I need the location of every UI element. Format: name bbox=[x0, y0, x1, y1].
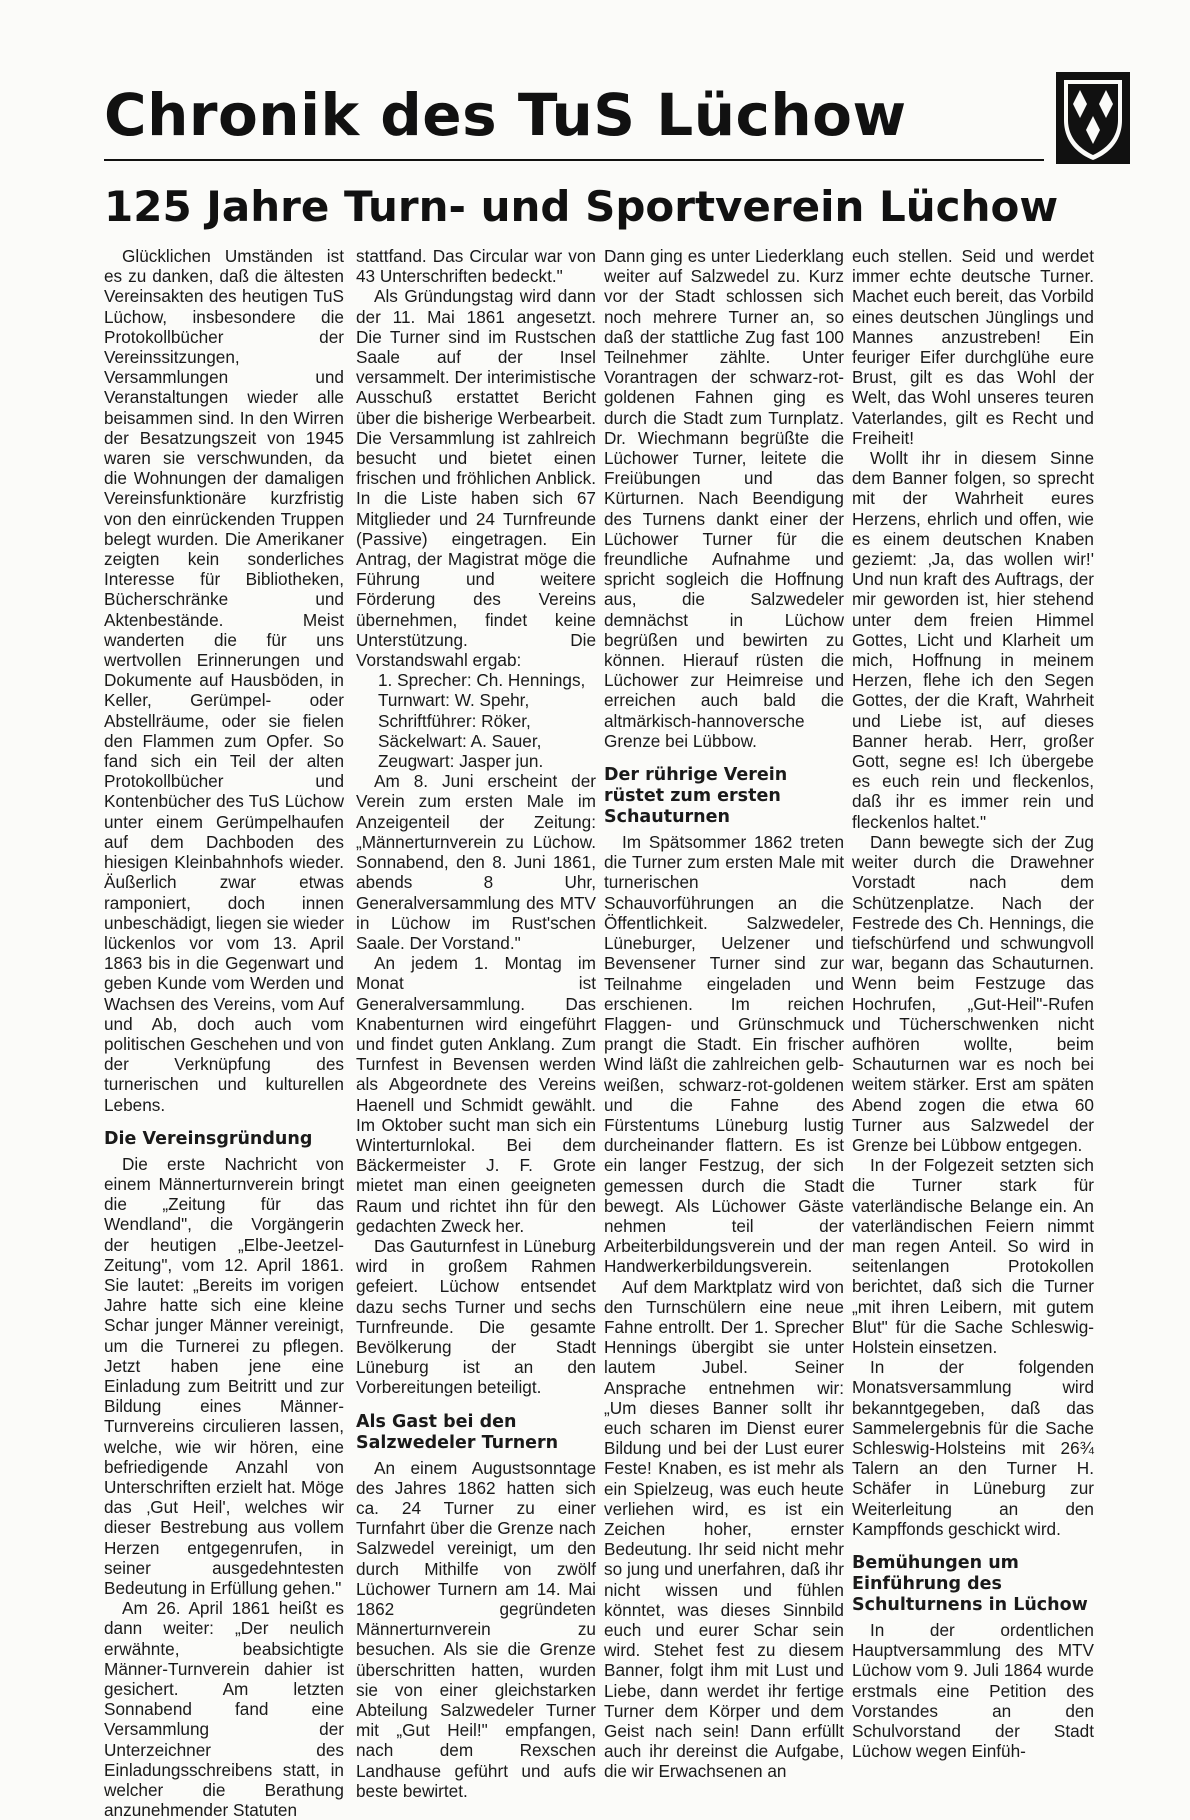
section-heading: Als Gast bei den Salzwedeler Turnern bbox=[356, 1411, 559, 1453]
section-heading: Der rührige Verein rüstet zum ersten Schauturnen bbox=[604, 765, 788, 828]
paragraph: Das Gauturnfest in Lüneburg wird in großem Rahmen gefeiert. Lüchow entsendet dazu sechs Turner und sechs Turnfreunde. Die gesamte Bevölkerung der Stadt Lüneburg ist an den Vorbereitungen beteiligt. bbox=[356, 1235, 596, 1398]
text-column-3 bbox=[604, 246, 844, 1782]
paragraph: Am 26. April 1861 heißt es dann weiter: „Der neulich erwähnte, beabsichtigte Männer-Turnverein dahier ist gesichert. Am letzten Sonnabend fand eine Versammlung der Unterzeichner des Einladungsschreibens statt, in welcher die Berathung anzunehmender Statuten bbox=[104, 1598, 344, 1820]
page-subtitle: 125 Jahre Turn- und Sportverein Lüchow bbox=[104, 182, 1059, 231]
paragraph: Glücklichen Umständen ist es zu danken, daß die ältesten Vereinsakten des heutigen TuS Lüchow, insbesondere die Protokollbücher der Vereinssitzungen, Versammlungen und Veranstaltungen wieder alle beisammen sind. In den Wirren der Besatzungszeit von 1945 waren sie verschwunden, da die Wohnungen der damaligen Vereinsfunktionäre kurzfristig von den einrückenden Truppen belegt wurden. Die Amerikaner zeigten kein sonderliches Interesse für Bibliotheken, Bücherschränke und Aktenbestände. Meist wanderten die für uns wertvollen Erinnerungen und Dokumente auf Hausböden, in Keller, Gerümpel- oder Abstellräume, oder sie fielen den Flammen zum Opfer. So fand sich ein Teil der alten Protokollbücher und Kontenbücher des TuS Lüchow unter einem Gerümpelhaufen auf dem Dachboden des hiesigen Kleinbahnhofs wieder. Äußerlich zwar etwas ramponiert, doch innen unbeschädigt, liegen sie wieder lückenlos vor vom 13. April 1863 bis in die Gegenwart und geben Kunde vom Werden und Wachsen des Vereins, vom Auf und Ab, doch auch vom politischen Geschehen und von der Verknüpfung des turnerischen und kulturellen Lebens. bbox=[104, 246, 344, 1115]
list-item: Turnwart: W. Spehr, bbox=[378, 690, 530, 711]
paragraph: Wollt ihr in diesem Sinne dem Banner folgen, so sprecht mit der Wahrheit eures Herzens, ehrlich und offen, wie es einem deutschen Knaben geziemt: ‚Ja, das wollen wir!' Und nun kraft des Auftrags, der mir geworden ist, hier stehend unter dem freien Himmel Gottes, Licht und Klarheit um mich, Hoffnung in meinem Herzen, flehe ich den Segen Gottes, der die Kraft, Wahrheit und Liebe ist, auf dieses Banner herab. Herr, großer Gott, segne es! Ich übergebe es euch rein und fleckenlos, daß ihr es immer rein und fleckenlos haltet." bbox=[852, 448, 1094, 832]
paragraph: An jedem 1. Montag im Monat ist Generalversammlung. Das Knabenturnen wird eingeführt und findet guten Anklang. Zum Turnfest in Bevensen werden als Abgeordnete des Vereins Haenell und Schmidt gewählt. Im Oktober sucht man sich ein Winterturnlokal. Bei dem Bäckermeister J. F. Grote mietet man einen geeigneten Raum und richtet ihn für den gedachten Zweck her. bbox=[356, 953, 596, 1236]
coat-of-arms-icon bbox=[1056, 72, 1130, 164]
paragraph: Am 8. Juni erscheint der Verein zum ersten Male im Anzeigenteil der Zeitung: „Männerturnverein zu Lüchow. Sonnabend, den 8. Juni 1861, abends 8 Uhr, Generalversammlung des MTV in Lüchow im Rust'schen Saale. Der Vorstand." bbox=[356, 771, 596, 953]
list-item: Schriftführer: Röker, bbox=[378, 710, 531, 731]
text-column-4 bbox=[852, 246, 1094, 1762]
page-title: Chronik des TuS Lüchow bbox=[104, 81, 907, 149]
paragraph: stattfand. Das Circular war von 43 Unterschriften bedeckt." bbox=[356, 246, 596, 287]
paragraph: euch stellen. Seid und werdet immer echte deutsche Turner. Machet euch bereit, das Vorbild eines deutschen Jünglings und Mannes anzustreben! Ein feuriger Eifer durchglühe eure Brust, gilt es das Wohl der Welt, das Wohl unseres teuren Vaterlandes, gilt es Recht und Freiheit! bbox=[852, 246, 1094, 448]
text-column-1 bbox=[104, 246, 344, 1820]
list-item: Zeugwart: Jasper jun. bbox=[378, 751, 544, 772]
paragraph: Dann bewegte sich der Zug weiter durch die Drawehner Vorstadt nach dem Schützenplatze. Nach der Festrede des Ch. Hennings, die tiefschürfend und schwungvoll war, begann das Schauturnen. Wenn beim Festzuge das Hochrufen, „Gut-Heil"-Rufen und Tücherschwenken nicht aufhören wollte, beim Schauturnen war es noch bei weitem stärker. Erst am späten Abend zogen die etwa 60 Turner aus Salzwedel der Grenze bei Lübbow entgegen. bbox=[852, 831, 1094, 1155]
list-item: 1. Sprecher: Ch. Hennings, bbox=[378, 670, 586, 691]
section-heading: Die Vereinsgründung bbox=[104, 1128, 313, 1149]
list-item: Säckelwart: A. Sauer, bbox=[378, 730, 542, 751]
text-column-2 bbox=[356, 246, 596, 1801]
paragraph: Dann ging es unter Liederklang weiter auf Salzwedel zu. Kurz vor der Stadt schlossen sich noch mehrere Turner an, so daß der stattliche Zug fast 100 Teilnehmer zählte. Unter Vorantragen der schwarz-rot-goldenen Fahnen ging es durch die Stadt zum Turnplatz. Dr. Wiechmann begrüßte die Lüchower Turner, leitete die Freiübungen und das Kürturnen. Nach Beendigung des Turnens dankt einer der Lüchower Turner für die freundliche Aufnahme und spricht sogleich die Hoffnung aus, die Salzwedeler demnächst in Lüchow begrüßen und bewirten zu können. Hierauf rüsten die Lüchower zur Heimreise und erreichen auch bald die altmärkisch-hannoversche Grenze bei Lübbow. bbox=[604, 246, 844, 751]
paragraph: Als Gründungstag wird dann der 11. Mai 1861 angesetzt. Die Turner sind im Rustschen Saale auf der Insel versammelt. Der interimistische Ausschuß erstattet Bericht über die bisherige Werbearbeit. Die Versammlung ist zahlreich besucht und bietet einen frischen und fröhlichen Anblick. In die Liste haben sich 67 Mitglieder und 24 Turnfreunde (Passive) eingetragen. Ein Antrag, der Magistrat möge die Führung und weitere Förderung des Vereins übernehmen, findet keine Unterstützung. Die Vorstandswahl ergab: bbox=[356, 286, 596, 671]
title-rule bbox=[104, 159, 1044, 161]
paragraph: Auf dem Marktplatz wird von den Turnschülern eine neue Fahne entrollt. Der 1. Sprecher Hennings übergibt sie unter lautem Jubel. Seiner Ansprache entnehmen wir: „Um dieses Banner sollt ihr euch scharen im Dienst eurer Bildung und bei der Lust eurer Feste! Knaben, es ist mehr als ein Spielzeug, was euch heute verliehen wird, es ist ein Zeichen hoher, ernster Bedeutung. Ihr seid nicht mehr so jung und unerfahren, daß ihr nicht wissen und fühlen könntet, was dieses Sinnbild euch und eurer Schar sein wird. Stehet fest zu diesem Banner, folgt ihm mit Lust und Liebe, dann werdet ihr fertige Turner dem Körper und dem Geist nach sein! Dann erfüllt auch ihr dereinst die Aufgabe, die wir Erwachsenen an bbox=[604, 1276, 844, 1782]
paragraph: In der folgenden Monatsversammlung wird bekanntgegeben, daß das Sammelergebnis für die Sache Schleswig-Holsteins mit 26¾ Talern an den Turner H. Schäfer in Lüneburg zur Weiterleitung an den Kampffonds geschickt wird. bbox=[852, 1357, 1094, 1539]
paragraph: Die erste Nachricht von einem Männerturnverein bringt die „Zeitung für das Wendland", die Vorgängerin der heutigen „Elbe-Jeetzel-Zeitung", vom 12. April 1861. Sie lautet: „Bereits im vorigen Jahre hatte sich eine kleine Schar junger Männer vereinigt, um die Turnerei zu pflegen. Jetzt haben jene eine Einladung zum Beitritt und zur Bildung eines Männer-Turnvereins circulieren lassen, welche, wie wir hören, eine befriedigende Anzahl von Unterschriften erzielt hat. Möge das ‚Gut Heil', welches wir dieser Bestrebung aus vollem Herzen entgegenrufen, in seiner ausgedehntesten Bedeutung in Erfüllung gehen." bbox=[104, 1153, 344, 1598]
board-election-list bbox=[378, 670, 596, 771]
section-heading: Bemühungen um Einführung des Schulturnens in Lüchow bbox=[852, 1553, 1088, 1615]
paragraph: In der ordentlichen Hauptversammlung des MTV Lüchow vom 9. Juli 1864 wurde erstmals eine Petition des Vorstandes an den Schulvorstand der Stadt Lüchow wegen Einfüh- bbox=[852, 1620, 1094, 1762]
paragraph: Im Spätsommer 1862 treten die Turner zum ersten Male mit turnerischen Schauvorführungen an die Öffentlichkeit. Salzwedeler, Lüneburger, Uelzener und Bevensener Turner sind zur Teilnahme eingeladen und erschienen. Im reichen Flaggen- und Grünschmuck prangt die Stadt. Ein frischer Wind läßt die zahlreichen gelb-weißen, schwarz-rot-goldenen und die Fahne des Fürstentums Lüneburg lustig durcheinander flattern. Es ist ein langer Festzug, der sich gemessen durch die Stadt bewegt. Als Lüchower Gäste nehmen teil der Arbeiterbildungsverein und der Handwerkerbildungsverein. bbox=[604, 832, 844, 1277]
paragraph: In der Folgezeit setzten sich die Turner stark für vaterländische Belange ein. An vaterländischen Feiern nimmt man regen Anteil. So wird in seitenlangen Protokollen berichtet, daß sich die Turner „mit ihren Leibern, mit gutem Blut" für die Sache Schleswig-Holstein einsetzen. bbox=[852, 1155, 1094, 1357]
paragraph: An einem Augustsonntage des Jahres 1862 hatten sich ca. 24 Turner zu einer Turnfahrt über die Grenze nach Salzwedel vereinigt, um den durch Mithilfe von zwölf Lüchower Turnern am 14. Mai 1862 gegründeten Männerturnverein zu besuchen. Als sie die Grenze überschritten hatten, wurden sie von einer gleichstarken Abteilung Salzwedeler Turner mit „Gut Heil!" empfangen, nach dem Rexschen Landhause geführt und aufs beste bewirtet. bbox=[356, 1457, 596, 1801]
